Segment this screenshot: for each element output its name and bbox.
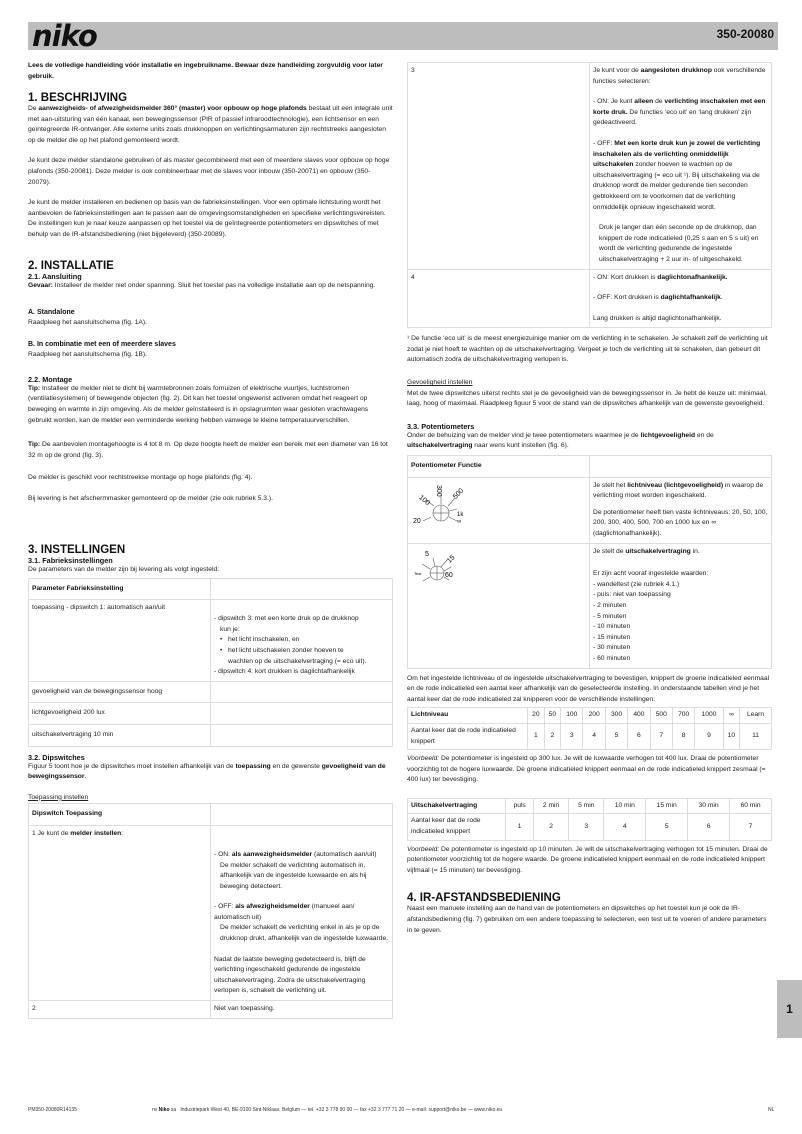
paragraph: Naast een manuele instelling aan de hand van de potentiometers en dipswitches op het toestel kun je ook de IR-afstandsbediening (fig. 7) gebruiken om een andere toepassing te selecteren, een test uit te voeren of andere parameters in te geven. [407,905,767,934]
table-cell: 1 [528,723,545,749]
list-item: - 60 minuten [593,654,631,662]
table-row [29,681,393,703]
column-header: 1000 [695,708,723,724]
bold-text: Tip: [28,441,41,449]
section-title: 2. INSTALLATIE [28,260,114,272]
column-header: 20 [528,708,545,724]
table-header: Uitschakelvertraging [408,798,506,814]
table-cell: gevoeligheid van de bewegingssensor hoog [29,681,211,703]
table-cell: 5 [605,723,627,749]
product-code: 350-20080 [716,27,774,41]
table-header: Potentiometer Functie [408,456,590,478]
dial-label: 100 [417,493,431,507]
subsection-label: Toepassing instellen [28,793,89,801]
header-bar [28,19,778,53]
table-row-label: Aantal keer dat de rode indicatieled knippert [408,814,506,840]
paragraph: Onder de behuizing van de melder vind je twee potentiometers waarmee je de lichtgevoeligheid en de uitschakelvertraging naar wens kunt instellen (fig. 6). [407,431,714,450]
subsection-label: Gevoeligheid instellen [407,379,473,387]
dial-label: Test [414,570,422,576]
bold-text: lichtgevoeligheid [640,431,696,439]
table-cell: 1 Je kunt de melder instellen: [29,825,211,1000]
list-item: - wandeltest (zie rubriek 4.1.) [593,580,680,588]
table-cell: Je stelt de uitschakelvertraging in. Er zijn acht vooraf ingestelde waarden: - wandeltest (zie rubriek 4.1.) - puls: niet van toepassing - 2 minuten - 5 minuten - 10 minuten - 15 minuten - 30 minuten - 60 minuten [590,543,772,668]
column-header: 400 [628,708,650,724]
list-item: - 5 minuten [593,612,627,620]
footer-language: NL [768,1107,775,1113]
bold-text: gevoeligheid van de bewegingssensor [28,762,386,781]
bold-text: alleen [634,98,654,106]
subheading: A. Standalone [28,308,75,316]
bold-text: aanwezigheids- of afwezigheidsmelder 360° (master) voor opbouw op hoge plafonds [38,105,307,112]
paragraph: Figuur 5 toont hoe je de dipswitches moet instellen afhankelijk van de toepassing en de gewenste gevoeligheid van de bewegingssensor. [28,762,386,781]
table-cell: 1 [506,814,534,840]
paragraph: Je kunt deze melder standalone gebruiken of als master gecombineerd met een of meerdere slaves voor opbouw op hoge plafonds (350-20081). Deze melder is ook combineerbaar met de slaves voor inbouw (350-20071) en opbouw (350-20079). [28,157,390,186]
footnote: ¹ De functie ‘eco uit’ is de meest energiezuinige manier om de verlichting in te schakelen. Je schakelt zelf de verlichting uit zodat je niet hoeft te wachten op de uitschakelvertraging. Vergeet je toch de verlichting uit te schakelen, dan gebeurt dit automatisch zodra de uitschakelvertraging verlopen is. [407,335,768,364]
table-cell: 3 [408,63,590,270]
dial-label: 5 [425,550,429,558]
column-header: 60 min [730,798,772,814]
bold-text: verlichting inschakelen met een korte druk. [593,98,766,116]
section-title: 3. INSTELLINGEN [28,544,126,556]
italic-text: Voorbeeld: [407,755,440,763]
column-header: Learn [740,708,772,724]
page-tab: 1 [777,980,802,1038]
delay-blink-table [407,798,772,841]
list-item: - puls: niet van toepassing [593,591,671,599]
table-row [29,825,393,1000]
table-header: Lichtniveau [408,708,528,724]
table-cell: Je stelt het lichtniveau (lichtgevoeligheid) in waarop de verlichting moet worden ingeschakeld. De potentiometer heeft tien vaste lichtniveaus: 20, 50, 100, 200, 300, 400, 500, 700 en 1000 lux en ∞ (daglichtonafhankelijk). [590,477,772,543]
table-cell: lichtgevoeligheid 200 lux [29,703,211,725]
table-row [408,543,772,668]
column-header: 50 [544,708,561,724]
table-cell: 11 [740,723,772,749]
table-cell: 2 [544,723,561,749]
table-cell: 4 [408,269,590,328]
paragraph: Bij levering is het afschermmasker gemonteerd op de melder (zie ook rubriek 5.3.). [28,494,273,502]
paragraph: Je kunt de melder installeren en bedienen op basis van de fabrieksinstellingen. Voor een optimale lichtsturing wordt het aanbevolen de fabrieksinstellingen aan te passen aan de omgevingsomstandigheden en specifieke verlichtingsvereisten. De instellingen kun je naar keuze aanpassen op het toestel via de geïntegreerde potentiometers en dipswitches of met behulp van de IR-afstandsbediening (niet bijgeleverd) (350-20089). [28,199,386,238]
bold-text: aangesloten drukknop [640,67,712,74]
footer-doc-code: PM350-20080R14135 [28,1107,77,1113]
paragraph: Met de twee dipswitches uiterst rechts stel je de gevoeligheid van de bewegingssensor in. Je hebt de keuze uit: minimaal, laag, hoog of maximaal. Raadpleeg figuur 5 voor de stand van de dipswitches afhankelijk van de gewenste gevoeligheid. [407,389,767,408]
table-cell: 7 [730,814,772,840]
bold-text: Met een korte druk kun je zowel de verlichting inschakelen als de verlichting onmiddellijk uitschakelen [593,139,761,169]
bold-text: uitschakelvertraging [625,547,691,555]
column-header: 100 [561,708,583,724]
table-cell: - ON: als aanwezigheidsmelder (automatisch aan/uit) De melder schakelt de verlichting automatisch in, afhankelijk van de ingestelde luxwaarde en als hij beweging detecteert. - OFF: als afwezigheidsmelder (manueel aan/ automatisch uit) De melder schakelt de verlichting enkel in als je op de drukknop drukt, afhankelijk van de ingestelde luxwaarde. Nadat de laatste beweging gedetecteerd is, blijft de verlichting ingeschakeld gedurende de ingestelde uitschakelvertraging. Zodra de uitschakelvertraging verlopen is, schakelt de verlichting uit. [211,825,393,1000]
bold-text: Gevaar: [28,282,53,289]
table-cell: - dipswitch 3: met een korte druk op de drukknop kun je: • het licht inschakelen, en • het licht uitschakelen zonder hoeven te wachten op de uitschakelvertraging (= eco uit). - dipswitch 4: kort drukken is daglichtafhankelijk [211,600,393,682]
table-cell: - ON: Kort drukken is daglichtonafhankelijk. - OFF: Kort drukken is daglichtafhankelijk. Lang drukken is altijd daglichtonafhankelijk. [590,269,772,328]
table-row-label: Aantal keer dat de rode indicatieled knippert [408,723,528,749]
potentiometer-table [407,455,772,669]
table-cell: 9 [695,723,723,749]
column-header: 700 [672,708,694,724]
light-level-blink-table [407,707,772,750]
table-cell: 3 [569,814,604,840]
column-header: 10 min [604,798,646,814]
table-row [29,1001,393,1019]
section-title: 1. BESCHRIJVING [28,92,128,104]
paragraph: Raadpleeg het aansluitschema (fig. 1A). [28,318,147,326]
paragraph: De aanwezigheids- of afwezigheidsmelder 360° (master) voor opbouw op hoge plafonds bestaat uit een integrale unit met aan-uitsturing van één kanaal, een bewegingssensor (PIR of passief infraroodtechnologie), een lichtsensor en een geïntegreerde IR-ontvanger. Alle externe units zoals drukknoppen en verlichtingsarmaturen zijn rechtstreeks aangesloten op de melder die op het plafond gemonteerd wordt. [28,105,393,144]
bullet-item: • het licht uitschakelen zonder hoeven te [214,646,389,657]
dial-label: 15 [446,553,457,565]
table-cell: 8 [672,723,694,749]
table-cell: Niet van toepassing. [211,1001,393,1019]
delay-dial-icon [411,547,481,589]
table-row [408,269,772,328]
table-cell [408,543,590,668]
intro-block [28,61,393,82]
bold-text: lichtniveau (lichtgevoeligheid) [627,481,724,489]
example-paragraph: Voorbeeld: De potentiometer is ingesteld op 10 minuten. Je wilt de uitschakelvertraging verhogen tot 15 minuten. Draai de potentiometer voorzichtig tot de hogere waarde. De groene indicatieled knippert eenmaal en de rode indicatieled knippert vijfmaal (= 15 minuten) ter bevestiging. [407,845,768,874]
dipswitch-table [28,803,393,1018]
column-header: 200 [583,708,605,724]
table-row [29,600,393,682]
section-beschrijving [28,92,393,241]
paragraph: De parameters van de melder zijn bij levering als volgt ingesteld: [28,566,220,573]
table-cell: 6 [688,814,730,840]
paragraph: Gevaar: Installeer de melder niet onder spanning. Sluit het toestel pas na volledige installatie aan op de netspanning. [28,282,376,289]
section-installatie [28,260,393,505]
bold-text: Tip: [28,384,41,392]
delay-list [593,580,768,665]
table-row [29,724,393,746]
column-header: 30 min [688,798,730,814]
dial-label: ∞ [457,518,462,525]
list-item: - 30 minuten [593,644,631,652]
section-title: 4. IR-AFSTANDSBEDIENING [407,892,561,905]
dial-label: 500 [452,487,466,501]
column-header: puls [506,798,534,814]
bold-text: melder instellen [70,829,122,837]
table-cell: 4 [604,814,646,840]
table-cell [408,477,590,543]
light-level-dial-icon [411,481,481,531]
list-item: - 2 minuten [593,601,627,609]
footer-address: nv Niko sa Industriepark West 40, BE-9100 Sint-Niklaas, Belgium — tel. +32 3 778 90 00 — fax +32 3 777 71 20 — e-mail: support@niko.be — www.niko.eu [152,1107,503,1113]
column-header: 5 min [569,798,604,814]
dial-label: 1k [457,511,464,518]
example-paragraph: Voorbeeld: De potentiometer is ingesteld op 300 lux. Je wilt de luxwaarde verhogen tot 400 lux. Draai de potentiometer voorzichtig tot de hogere luxwaarde. De groene indicatieled knippert eenmaal en de rode indicatieled knippert zesmaal (= 400 lux) ter bevestiging. [407,755,766,784]
table-cell: 5 [646,814,688,840]
column-header: 15 min [646,798,688,814]
table-header: Dipswitch Toepassing [29,804,211,826]
paragraph: Raadpleeg het aansluitschema (fig. 1B). [28,351,147,359]
table-cell: 2 [29,1001,211,1019]
dipswitch-table-continued [407,62,772,328]
dial-label: 60 [445,571,453,579]
subsection-title: 3.3. Potentiometers [407,421,475,431]
subheading: B. In combinatie met een of meerdere slaves [28,341,176,349]
paragraph: Tip: De aanbevolen montagehoogte is 4 tot 8 m. Op deze hoogte heeft de melder een bereik met een diameter van 16 tot 32 m op de grond (fig. 3). [28,441,388,459]
table-cell: 7 [650,723,672,749]
table-cell: 4 [583,723,605,749]
bold-text: als afwezigheidsmelder [235,903,310,911]
bold-text: als aanwezigheidsmelder [231,850,313,858]
table-row [408,63,772,270]
section-instellingen [28,544,393,1019]
column-header: ∞ [723,708,740,724]
list-item: - 10 minuten [593,623,631,631]
bullet-item: • het licht inschakelen, en [214,635,389,646]
dial-label: 300 [435,484,442,497]
table-cell: Je kunt voor de aangesloten drukknop ook verschillende functies selecteren: - ON: Je kunt alleen de verlichting inschakelen met een korte druk. De functies ‘eco uit’ en ‘lang drukken’ zijn gedeactiveerd. - OFF: Met een korte druk kun je zowel de verlichting inschakelen als de verlichting onmiddellijk uitschakelen zonder hoeven te wachten op de uitschakelvertraging (= eco uit ¹). Bij uitschakeling via de drukknop wordt de melder gedurende tien seconden geblokkeerd om te voorkomen dat de verlichting onmiddellijk opnieuw ingeschakeld wordt. Druk je langer dan één seconde op de drukknop, dan knippert de rode indicatieled (0,25 s aan en 5 s uit) en wordt de verlichting gedurende de ingestelde uitschakelvertraging + 2 uur in- of uitgeschakeld. [590,63,772,270]
list-item: - 15 minuten [593,633,631,641]
bold-text: toepassing [235,762,271,770]
subsection-title: 2.1. Aansluiting [28,272,82,281]
table-cell: uitschakelvertraging 10 min [29,724,211,746]
right-column [407,62,772,936]
factory-settings-table [28,578,393,747]
intro-text: Lees de volledige handleiding vóór installatie en ingebruikname. Bewaar deze handleiding zorgvuldig voor later gebruik. [28,62,383,80]
table-header: Parameter Fabrieksinstelling [29,578,211,600]
column-header: 500 [650,708,672,724]
subsection-title: 3.1. Fabrieksinstellingen [28,556,113,565]
subsection-title: 3.2. Dipswitches [28,752,85,762]
table-cell: 6 [628,723,650,749]
paragraph: De melder is geschikt voor rechtstreekse montage op hoge plafonds (fig. 4). [28,474,253,482]
bold-text: daglichtafhankelijk [660,294,721,302]
bold-text: daglichtonafhankelijk. [657,273,728,281]
table-cell: 3 [561,723,583,749]
table-cell: 2 [534,814,569,840]
subsection-title: 2.2. Montage [28,374,73,384]
table-row [408,477,772,543]
paragraph: Tip: Installeer de melder niet te dicht bij warmtebronnen zoals fornuizen of elektrische vuurtjes, luchtstromen (ventilatiesystemen) of bewegende objecten (fig. 2). Dit kan het toestel ongewenst activeren omdat het reageert op beweging en warmte in zijn omgeving. Als de melder geïnstalleerd is in opslagruimten waar gesloten vrachtwagens gebruikt worden, kan de melder een verminderde werking hebben vanwege te kleine temperatuurverschillen. [28,384,369,424]
table-cell: toepassing - dipswitch 1: automatisch aan/uit [29,600,211,682]
niko-logo: niko [32,19,97,53]
column-header: 300 [605,708,627,724]
dial-label: 20 [413,517,421,525]
bold-text: uitschakelvertraging [407,442,473,450]
paragraph: Om het ingestelde lichtniveau of de ingestelde uitschakelvertraging te bevestigen, knippert de groene indicatieled eenmaal en de rode indicatieled een aantal keer afhankelijk van de geselecteerde instelling. In onderstaande tabellen vind je het aantal keer dat de rode indicatieled zal knipperen voor de verschillende instellingen: [407,674,770,703]
column-header: 2 min [534,798,569,814]
table-cell: 10 [723,723,740,749]
table-row [29,703,393,725]
italic-text: Voorbeeld: [407,845,440,853]
